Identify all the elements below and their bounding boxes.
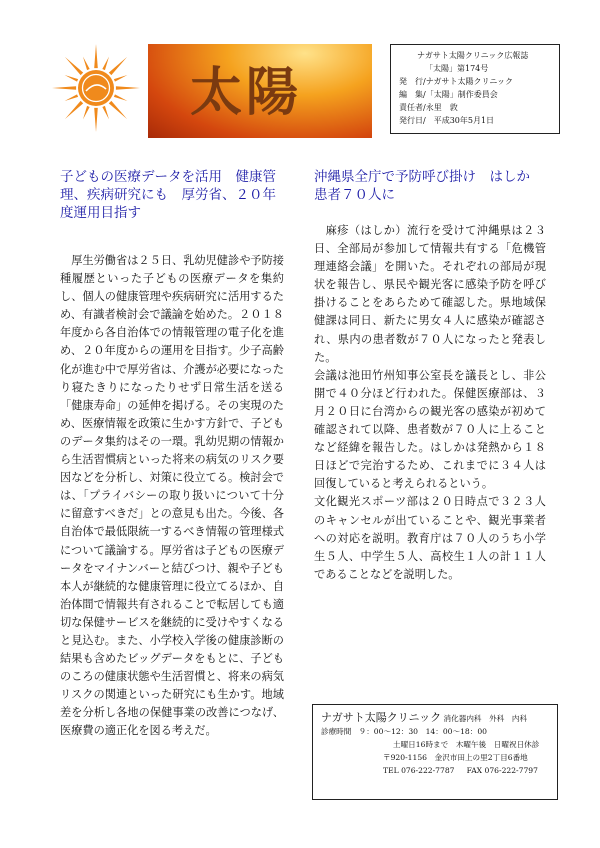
masthead-title: 太陽 bbox=[190, 62, 303, 123]
clinic-departments: 消化器内科 外科 内科 bbox=[443, 714, 528, 723]
sun-ray-icon bbox=[65, 94, 79, 101]
sun-ray-icon bbox=[116, 86, 140, 90]
clinic-fax: FAX 076-222-7797 bbox=[466, 766, 538, 775]
clinic-hours: ９：00～12：30 14：00～18：00 bbox=[358, 727, 488, 736]
clinic-tel: TEL 076-222-7787 bbox=[383, 766, 455, 775]
sun-ray-icon bbox=[109, 101, 127, 119]
sun-ray-icon bbox=[94, 44, 98, 68]
publication-info-box bbox=[390, 44, 560, 134]
sun-ray-icon bbox=[65, 75, 79, 82]
article2-headline bbox=[314, 168, 554, 204]
sun-ray-icon bbox=[94, 108, 98, 132]
article2-paragraph: 会議は池田竹州知事公室長を議長とし、非公開で４０分ほど行われた。保健医療部は、３月２０日に台湾からの観光客の感染が初めて確認されて以降、患者数が７０人に上ることなど経緯を報告した。はしかは発熱から１８日ほどで完治するため、これまでに３４人は回復していると考えられるという。 bbox=[314, 368, 546, 491]
info-publisher: 発 行/ナガサト太陽クリニック bbox=[399, 77, 514, 86]
article1-headline-line: 子どもの医療データを活用 健康管 bbox=[60, 169, 276, 185]
sun-ray-icon bbox=[114, 94, 128, 101]
clinic-logo-sun-icon bbox=[50, 42, 142, 134]
clinic-hours-label: 診療時間 bbox=[321, 727, 352, 736]
info-issue-date: 発行日/ 平成30年5月1日 bbox=[399, 116, 495, 125]
article1-headline-line: 理、疾病研究にも 厚労省、２０年 bbox=[60, 187, 276, 203]
article2-body bbox=[314, 222, 546, 584]
sun-ray-icon bbox=[52, 86, 76, 90]
clinic-info-box bbox=[312, 704, 558, 800]
info-newsletter-name: ナガサト太陽クリニック広報誌 bbox=[417, 51, 529, 60]
clinic-address: 〒920-1156 金沢市田上の里2丁目6番地 bbox=[383, 753, 528, 762]
sun-ray-icon bbox=[83, 106, 90, 120]
article2-paragraph: 麻疹（はしか）流行を受けて沖縄県は２３日、全部局が参加して情報共有する「危機管理連絡会議」を開いた。それぞれの部局が現状を報告し、県民や観光客に感染予防を呼び掛けることをあらためて確認した。県地域保健課は同日、新たに男女４人に感染が確認され、県内の患者数が７０人になったと発表した。 bbox=[314, 224, 546, 364]
sun-ray-icon bbox=[102, 106, 109, 120]
sun-ray-icon bbox=[109, 57, 127, 75]
clinic-saturday-note: 土曜日16時まで 木曜午後 日曜祝日休診 bbox=[393, 740, 540, 749]
info-issue-number: 「太陽」第174号 bbox=[425, 64, 489, 73]
clinic-name: ナガサト太陽クリニック bbox=[321, 711, 442, 724]
sun-ray-icon bbox=[102, 57, 109, 71]
article2-paragraph: 文化観光スポーツ部は２０日時点で３２３人のキャンセルが出ていることや、観光事業者への対応を説明。教育庁は７０人のうち小学生５人、中学生５人、高校生１人の計１１人であることなどを説明した。 bbox=[314, 495, 546, 581]
article1-headline bbox=[60, 168, 285, 222]
article2-headline-line: 患者７０人に bbox=[314, 187, 395, 203]
info-responsible-person: 責任者/永里 敦 bbox=[399, 103, 458, 112]
sun-ray-icon bbox=[65, 57, 83, 75]
article1-paragraph: 厚生労働省は２５日、乳幼児健診や予防接種履歴といった子どもの医療データを集約し、個人の健康管理や疾病研究に活用するため、有識者検討会で議論を始めた。２０１８年度から各自治体での情報管理の電子化を進め、２０年度からの運用を目指す。少子高齢化が進む中で厚労省は、介護が必要になったり寝たきりになったりせず日常生活を送る「健康寿命」の延伸を掲げる。その実現のため、医療情報を政策に生かす方針で、子どものデータ集約はその一環。乳幼児期の情報から生活習慣病といった将来の病気のリスク要因などを分析し、対策に役立てる。検討会では、「プライバシーの取り扱いについて十分に留意すべきだ」との意見も出た。今後、各自治体で最低限統一するべき情報の管理様式について議論する。厚労省は子どもの医療データをマイナンバーと結びつけ、親や子ども本人が継続的な健康管理に役立てるほか、自治体間で情報共有されることで転居しても適切な保健サービスを継続的に受けやすくなると見込む。また、小学校入学後の健康診断の結果も含めたビッグデータをもとに、子どものころの健康状態や生活習慣と、将来の病気リスクの関連といった研究にも生かす。地域差を分析し各地の保健事業の改善につなげ、医療費の適正化を図る考えだ。 bbox=[60, 254, 284, 738]
sun-ray-icon bbox=[83, 57, 90, 71]
masthead-banner bbox=[148, 44, 372, 138]
article1-headline-line: 度運用目指す bbox=[60, 205, 141, 221]
sun-ray-icon bbox=[114, 75, 128, 82]
info-editor: 編 集/「太陽」制作委員会 bbox=[399, 90, 498, 99]
sun-ray-icon bbox=[65, 101, 83, 119]
article1-body bbox=[60, 252, 284, 741]
article2-headline-line: 沖縄県全庁で予防呼び掛け はしか bbox=[314, 169, 530, 185]
